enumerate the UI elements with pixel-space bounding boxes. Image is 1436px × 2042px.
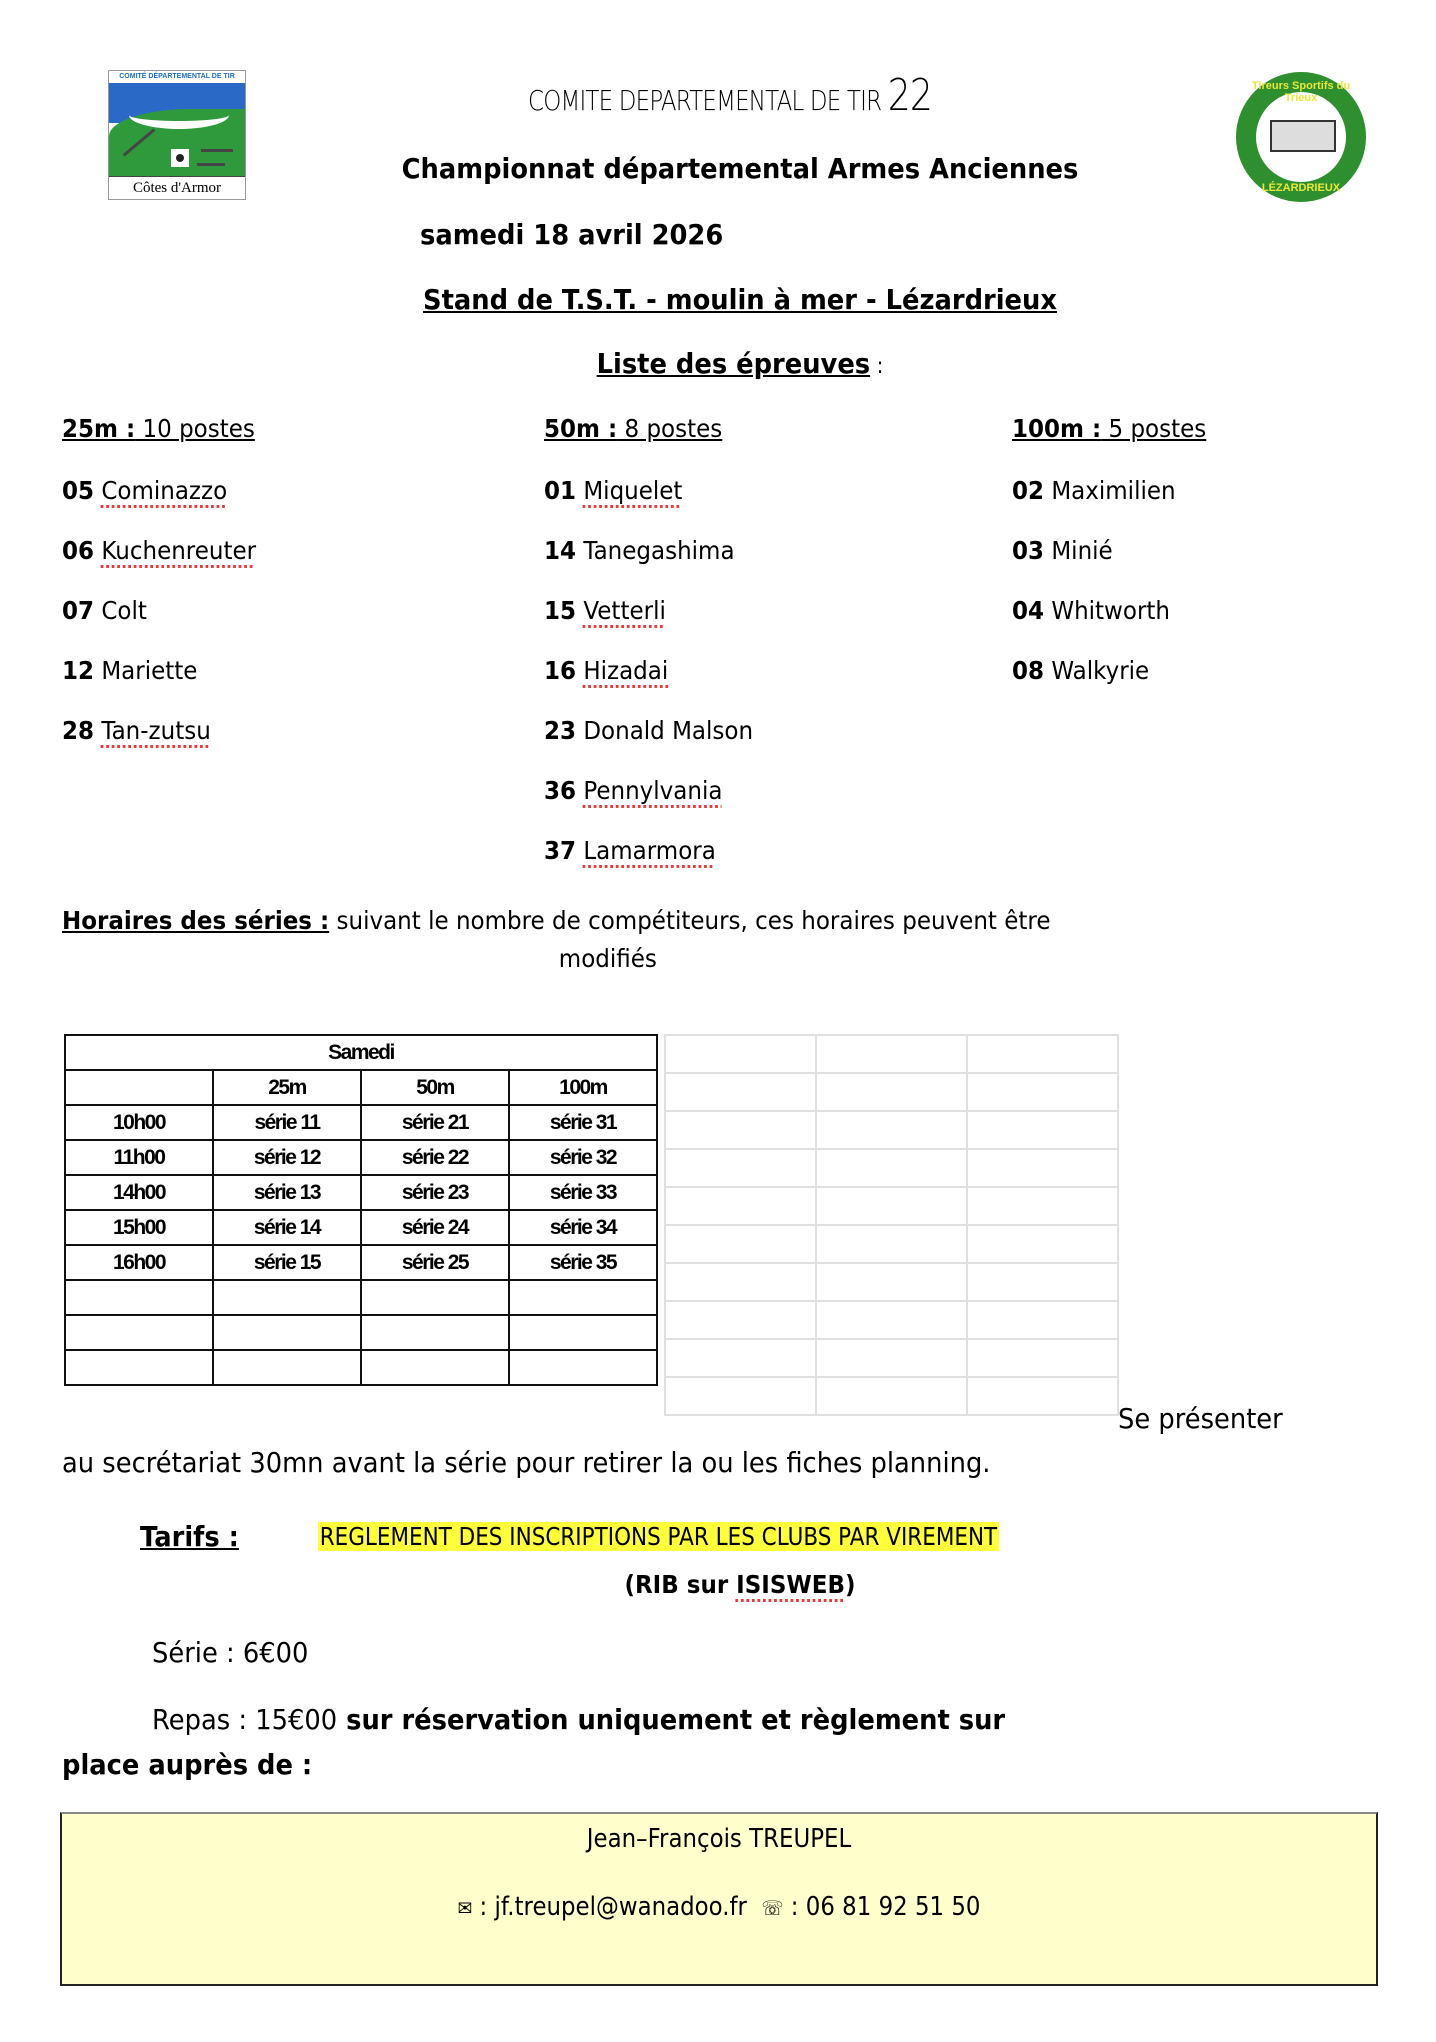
event-name: Tan-zutsu (101, 716, 211, 745)
pistol-icon (197, 163, 225, 166)
club-name: Tireurs Sportifs du Trieux (1251, 80, 1351, 104)
contact-box (60, 1812, 1378, 1986)
notice-text-2: au secrétariat 30mn avant la série pour retirer la ou les fiches planning. (62, 1446, 991, 1479)
event-item (1012, 596, 1206, 656)
empty-grid-cell (816, 1111, 967, 1149)
event-code: 07 (62, 596, 95, 625)
empty-grid-row (665, 1187, 1118, 1225)
schedule-label: Horaires des séries : (62, 906, 330, 935)
empty-grid-cell (665, 1377, 816, 1415)
event-code: 23 (544, 716, 577, 745)
empty-grid-row (665, 1149, 1118, 1187)
meal-contact-label: place auprès de : (62, 1748, 313, 1781)
schedule-cell: série 23 (361, 1175, 509, 1210)
schedule-table (64, 1034, 658, 1386)
event-name: Mariette (101, 656, 198, 685)
empty-grid-row (665, 1225, 1118, 1263)
event-name: Colt (101, 596, 147, 625)
schedule-cell (509, 1350, 657, 1385)
club-town: LÉZARDRIEUX (1261, 182, 1341, 194)
event-item (62, 536, 256, 596)
event-name: Kuchenreuter (101, 536, 257, 565)
event-item (62, 596, 256, 656)
distance-header (62, 414, 256, 476)
event-code: 28 (62, 716, 95, 745)
schedule-row (65, 1280, 657, 1315)
empty-grid-cell (967, 1149, 1118, 1187)
schedule-column-header: 25m (213, 1070, 361, 1105)
event-code: 05 (62, 476, 95, 505)
cdt22-logo (108, 70, 246, 200)
schedule-header-row (65, 1070, 657, 1105)
telephone-icon: ☏ (761, 1896, 784, 1920)
event-item (62, 716, 256, 776)
distance-header (544, 414, 753, 476)
empty-grid-cell (967, 1339, 1118, 1377)
schedule-note-text-2: modifiés (558, 944, 657, 973)
empty-grid-cell (967, 1377, 1118, 1415)
empty-grid-cell (665, 1301, 816, 1339)
event-code: 37 (544, 836, 577, 865)
schedule-note (62, 902, 1276, 978)
schedule-cell: série 21 (361, 1105, 509, 1140)
event-name: Miquelet (583, 476, 683, 505)
empty-grid-cell (816, 1187, 967, 1225)
events-list-colon: : (870, 354, 884, 379)
empty-grid-cell (665, 1111, 816, 1149)
event-name: Maximilien (1051, 476, 1176, 505)
event-name: Pennylvania (583, 776, 723, 805)
event-name: Walkyrie (1051, 656, 1150, 685)
event-name: Lamarmora (583, 836, 716, 865)
schedule-row (65, 1245, 657, 1280)
schedule-cell (361, 1280, 509, 1315)
schedule-cell: série 24 (361, 1210, 509, 1245)
tarifs-label: Tarifs : (140, 1520, 239, 1553)
distance-header (1012, 414, 1206, 476)
empty-grid-cell (967, 1111, 1118, 1149)
event-code: 12 (62, 656, 95, 685)
contact-name: Jean–François TREUPEL (586, 1824, 852, 1854)
posts-count: 5 postes (1101, 414, 1207, 443)
meal-price-value: Repas : 15€00 (152, 1703, 338, 1736)
empty-grid-cell (665, 1035, 816, 1073)
event-location (289, 283, 1191, 316)
rib-note (289, 1570, 1191, 1599)
empty-grid-cell (816, 1149, 967, 1187)
schedule-time: 15h00 (65, 1210, 213, 1245)
distance-label: 50m : (544, 414, 618, 443)
empty-grid-cell (967, 1187, 1118, 1225)
event-code: 08 (1012, 656, 1045, 685)
meal-price (152, 1703, 1005, 1736)
event-code: 04 (1012, 596, 1045, 625)
contact-line (141, 1892, 1297, 1922)
schedule-column-header: 100m (509, 1070, 657, 1105)
schedule-cell (361, 1350, 509, 1385)
schedule-row (65, 1350, 657, 1385)
rib-prefix: (RIB sur (624, 1570, 737, 1599)
event-name: Donald Malson (583, 716, 754, 745)
logo-caption: Côtes d'Armor (109, 176, 245, 199)
schedule-row (65, 1315, 657, 1350)
empty-grid (664, 1034, 1119, 1416)
phone-separator: : (783, 1892, 806, 1922)
empty-grid-row (665, 1073, 1118, 1111)
empty-grid-row (665, 1301, 1118, 1339)
empty-grid-cell (816, 1339, 967, 1377)
event-item (544, 716, 753, 776)
schedule-cell (509, 1280, 657, 1315)
schedule-time: 16h00 (65, 1245, 213, 1280)
event-name: Cominazzo (101, 476, 228, 505)
target-icon (171, 149, 189, 167)
cannon-cart-icon (1270, 120, 1336, 152)
event-item (62, 656, 256, 716)
schedule-cell (213, 1350, 361, 1385)
events-25m (62, 414, 256, 776)
empty-grid-cell (665, 1073, 816, 1111)
event-item (544, 596, 753, 656)
event-name: Hizadai (583, 656, 669, 685)
event-item (1012, 476, 1206, 536)
schedule-cell: série 34 (509, 1210, 657, 1245)
schedule-cell: série 22 (361, 1140, 509, 1175)
schedule-column-header (65, 1070, 213, 1105)
serie-price: Série : 6€00 (152, 1636, 309, 1669)
schedule-cell: série 25 (361, 1245, 509, 1280)
empty-grid-cell (816, 1263, 967, 1301)
schedule-cell (509, 1315, 657, 1350)
schedule-time (65, 1350, 213, 1385)
empty-grid-cell (967, 1225, 1118, 1263)
event-code: 16 (544, 656, 577, 685)
empty-grid-row (665, 1111, 1118, 1149)
schedule-cell: série 32 (509, 1140, 657, 1175)
schedule-row (65, 1105, 657, 1140)
empty-grid-cell (816, 1073, 967, 1111)
empty-grid-cell (816, 1225, 967, 1263)
event-date: samedi 18 avril 2026 (420, 218, 724, 251)
email-separator: : (472, 1892, 495, 1922)
event-code: 01 (544, 476, 577, 505)
event-code: 36 (544, 776, 577, 805)
event-code: 06 (62, 536, 95, 565)
schedule-cell: série 35 (509, 1245, 657, 1280)
empty-grid-cell (816, 1035, 967, 1073)
schedule-time: 10h00 (65, 1105, 213, 1140)
event-code: 03 (1012, 536, 1045, 565)
posts-count: 8 postes (617, 414, 723, 443)
empty-grid-row (665, 1339, 1118, 1377)
empty-grid-cell (665, 1339, 816, 1377)
event-item (544, 776, 753, 836)
schedule-cell: série 11 (213, 1105, 361, 1140)
event-item (1012, 656, 1206, 716)
championship-title: Championnat départemental Armes Anciennes (401, 152, 1079, 185)
contact-phone[interactable]: 06 81 92 51 50 (805, 1892, 981, 1922)
empty-grid-cell (967, 1263, 1118, 1301)
events-100m (1012, 414, 1206, 716)
event-item (1012, 536, 1206, 596)
rib-suffix: ) (845, 1570, 856, 1599)
event-name: Minié (1051, 536, 1113, 565)
schedule-cell: série 31 (509, 1105, 657, 1140)
committee-heading (377, 70, 1082, 121)
schedule-cell: série 13 (213, 1175, 361, 1210)
posts-count: 10 postes (135, 414, 255, 443)
envelope-icon: ✉ (457, 1896, 473, 1920)
events-50m (544, 414, 753, 896)
notice-text-1: Se présenter (1118, 1402, 1283, 1435)
meal-conditions: sur réservation uniquement et règlement sur (337, 1703, 1006, 1736)
distance-label: 25m : (62, 414, 136, 443)
event-name: Vetterli (583, 596, 666, 625)
empty-grid-row (665, 1377, 1118, 1415)
tst-club-logo (1236, 72, 1366, 202)
event-code: 02 (1012, 476, 1045, 505)
schedule-cell (361, 1315, 509, 1350)
empty-grid-cell (665, 1263, 816, 1301)
isisweb-text: ISISWEB (736, 1570, 846, 1599)
logo-band-text: COMITÉ DÉPARTEMENTAL DE TIR (109, 71, 245, 83)
payment-highlight: REGLEMENT DES INSCRIPTIONS PAR LES CLUBS PAR VIREMENT (319, 1522, 998, 1551)
event-item (544, 536, 753, 596)
empty-grid-cell (665, 1225, 816, 1263)
schedule-row (65, 1140, 657, 1175)
schedule-cell: série 15 (213, 1245, 361, 1280)
empty-grid-cell (967, 1301, 1118, 1339)
events-list-heading (289, 347, 1191, 380)
empty-grid-cell (816, 1301, 967, 1339)
event-item (544, 836, 753, 896)
event-name: Whitworth (1051, 596, 1170, 625)
empty-grid-cell (816, 1377, 967, 1415)
empty-grid-cell (967, 1035, 1118, 1073)
schedule-time: 11h00 (65, 1140, 213, 1175)
empty-grid-row (665, 1263, 1118, 1301)
location-text: Stand de T.S.T. - moulin à mer - Lézardrieux (423, 283, 1057, 316)
contact-email[interactable]: jf.treupel@wanadoo.fr (494, 1892, 747, 1922)
schedule-time (65, 1280, 213, 1315)
event-name: Tanegashima (583, 536, 735, 565)
event-code: 14 (544, 536, 577, 565)
event-code: 15 (544, 596, 577, 625)
events-list-title: Liste des épreuves (596, 347, 871, 380)
schedule-row (65, 1210, 657, 1245)
event-item (544, 476, 753, 536)
empty-grid-cell (665, 1149, 816, 1187)
schedule-cell (213, 1315, 361, 1350)
schedule-cell: série 33 (509, 1175, 657, 1210)
schedule-time (65, 1315, 213, 1350)
schedule-column-header: 50m (361, 1070, 509, 1105)
committee-name: COMITE DEPARTEMENTAL DE TIR (527, 84, 882, 117)
schedule-caption: Samedi (65, 1035, 657, 1070)
logo-wave (129, 101, 229, 129)
schedule-note-text: suivant le nombre de compétiteurs, ces horaires peuvent être (329, 906, 1051, 935)
schedule-cell: série 12 (213, 1140, 361, 1175)
empty-grid-cell (665, 1187, 816, 1225)
distance-label: 100m : (1012, 414, 1102, 443)
schedule-cell (213, 1280, 361, 1315)
pistol-icon (201, 149, 233, 152)
committee-number: 22 (887, 70, 932, 121)
event-item (544, 656, 753, 716)
event-item (62, 476, 256, 536)
schedule-cell: série 14 (213, 1210, 361, 1245)
empty-grid-cell (967, 1073, 1118, 1111)
empty-grid-row (665, 1035, 1118, 1073)
schedule-time: 14h00 (65, 1175, 213, 1210)
schedule-row (65, 1175, 657, 1210)
